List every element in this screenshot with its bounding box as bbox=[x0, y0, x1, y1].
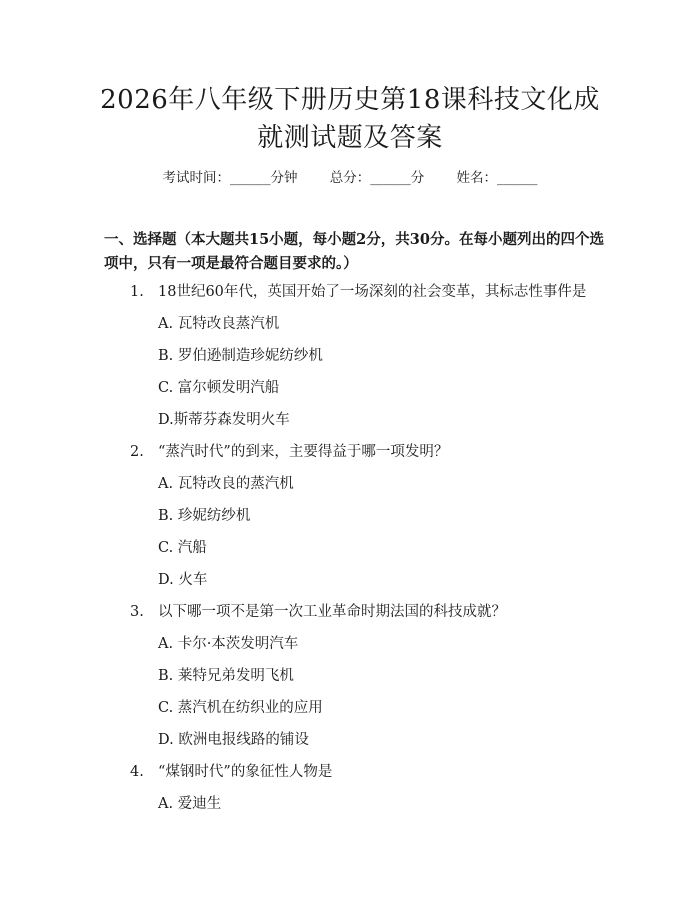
section-title-line-1: 一、选择题（本大题共15小题，每小题2分，共30分。在每小题列出的四个选 bbox=[104, 231, 604, 248]
question-number: 1. bbox=[130, 284, 144, 300]
total-score: 总分：______分 bbox=[329, 170, 425, 186]
option-a: A. 瓦特改良的蒸汽机 bbox=[158, 476, 294, 492]
option-a: A. 卡尔·本茨发明汽车 bbox=[158, 636, 299, 652]
option-b: B. 莱特兄弟发明飞机 bbox=[158, 668, 294, 684]
question-text: 以下哪一项不是第一次工业革命时期法国的科技成就？ bbox=[158, 604, 506, 620]
exam-meta bbox=[0, 168, 700, 188]
option-c: C. 汽船 bbox=[158, 540, 207, 556]
option-b: B. 珍妮纺纱机 bbox=[158, 508, 251, 524]
option-b: B. 罗伯逊制造珍妮纺纱机 bbox=[158, 348, 323, 364]
document-title-line-1: 2026年八年级下册历史第18课科技文化成 bbox=[100, 85, 600, 115]
option-d: D. 火车 bbox=[158, 572, 208, 588]
question-number: 4. bbox=[130, 764, 144, 780]
option-a: A. 爱迪生 bbox=[158, 796, 222, 812]
student-name: 姓名：______ bbox=[456, 170, 538, 186]
document-title-line-2: 就测试题及答案 bbox=[257, 123, 443, 153]
question-text: “蒸汽时代”的到来，主要得益于哪一项发明？ bbox=[158, 444, 449, 460]
question-text: “煤钢时代”的象征性人物是 bbox=[158, 764, 333, 780]
section-title-line-2: 项中，只有一项是最符合题目要求的。） bbox=[104, 255, 358, 272]
question-text: 18世纪60年代，英国开始了一场深刻的社会变革，其标志性事件是 bbox=[158, 284, 587, 300]
exam-time: 考试时间：______分钟 bbox=[162, 170, 298, 186]
option-c: C. 蒸汽机在纺织业的应用 bbox=[158, 700, 323, 716]
option-d: D. 欧洲电报线路的铺设 bbox=[158, 732, 309, 748]
question-number: 3. bbox=[130, 604, 144, 620]
question-number: 2. bbox=[130, 444, 144, 460]
option-d: D.斯蒂芬森发明火车 bbox=[158, 412, 290, 428]
option-c: C. 富尔顿发明汽船 bbox=[158, 380, 280, 396]
option-a: A. 瓦特改良蒸汽机 bbox=[158, 316, 280, 332]
